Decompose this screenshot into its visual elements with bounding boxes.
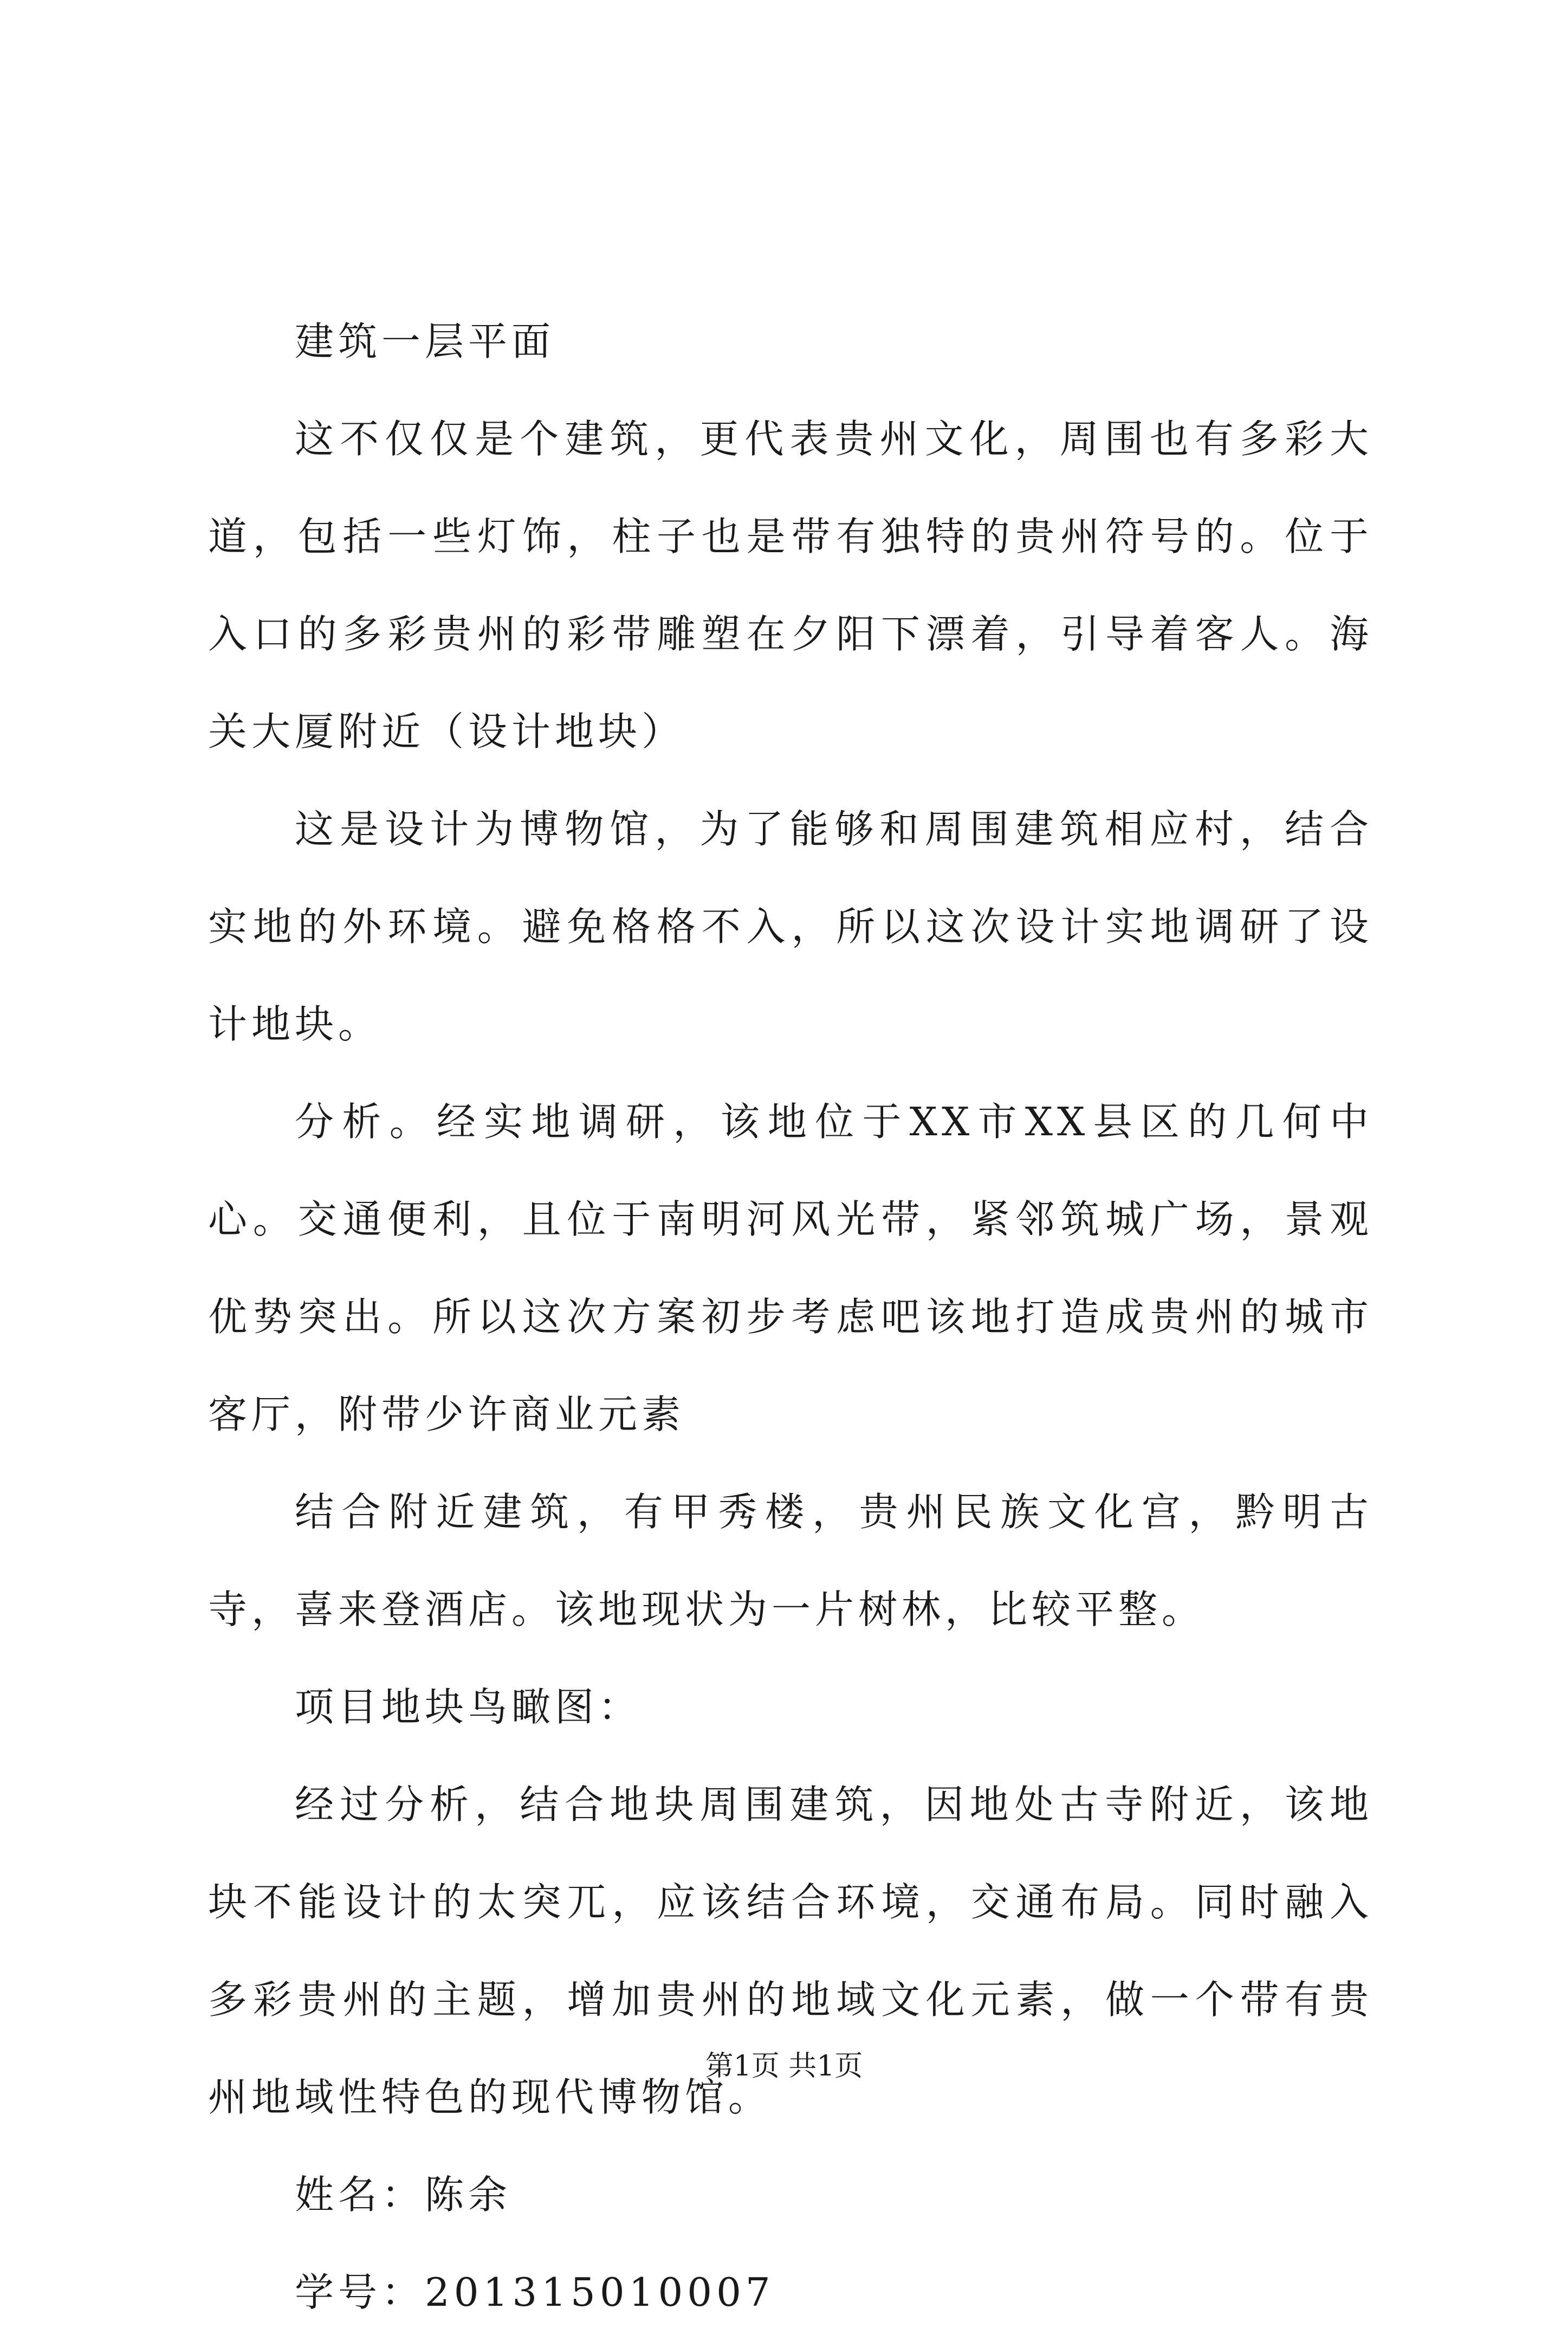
- paragraph-museum-design: 这是设计为博物馆，为了能够和周围建筑相应村，结合实地的外环境。避免格格不入，所以这次设计实地调研了设计地块。: [208, 806, 1373, 1047]
- heading-first-floor-plan: 建筑一层平面: [295, 319, 555, 364]
- page-footer: 第1页 共1页: [705, 2050, 863, 2083]
- paragraph-building-culture: 这不仅仅是个建筑，更代表贵州文化，周围也有多彩大道，包括一些灯饰，柱子也是带有独特的贵州符号的。位于入口的多彩贵州的彩带雕塑在夕阳下漂着，引导着客人。海关大厦附近（设计地块）: [208, 416, 1373, 754]
- paragraph-site-analysis: 分析。经实地调研，该地位于XX市XX县区的几何中心。交通便利，且位于南明河风光带，紧邻筑城广场，景观优势突出。所以这次方案初步考虑吧该地打造成贵州的城市客厅，附带少许商业元素: [208, 1099, 1373, 1437]
- author-name: 姓名：陈余: [295, 2172, 512, 2217]
- paragraph-aerial-view-label: 项目地块鸟瞰图：: [295, 1684, 642, 1730]
- paragraph-nearby-buildings: 结合附近建筑，有甲秀楼，贵州民族文化宫，黔明古寺，喜来登酒店。该地现状为一片树林，比较平整。: [208, 1489, 1373, 1632]
- document-body: [208, 293, 1373, 2341]
- student-id: 学号：201315010007: [295, 2269, 775, 2315]
- paragraph-design-conclusion: 经过分析，结合地块周围建筑，因地处古寺附近，该地块不能设计的太突兀，应该结合环境，交通布局。同时融入多彩贵州的主题，增加贵州的地域文化元素，做一个带有贵州地域性特色的现代博物馆。: [208, 1782, 1373, 2120]
